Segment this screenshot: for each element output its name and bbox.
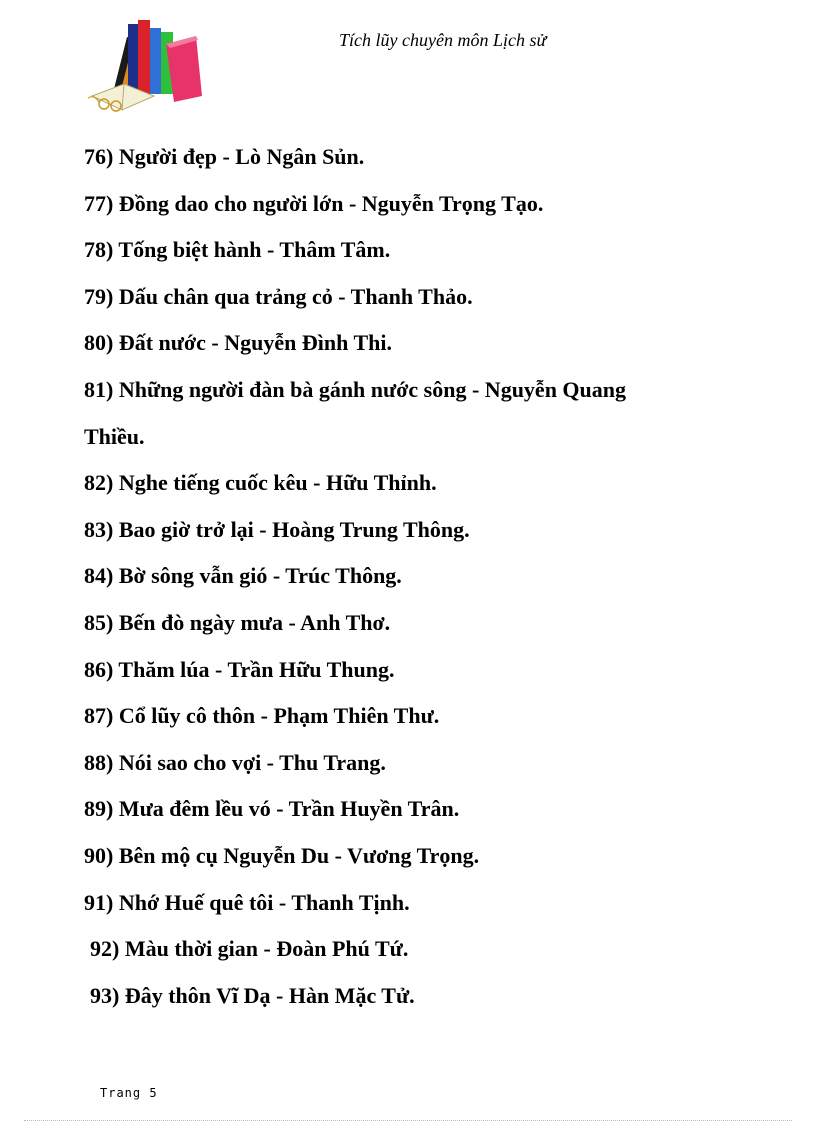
list-item: 84) Bờ sông vẫn gió - Trúc Thông.	[84, 563, 402, 589]
list-item: 76) Người đẹp - Lò Ngân Sủn.	[84, 144, 365, 169]
header-title: Tích lũy chuyên môn Lịch sử	[339, 30, 547, 50]
page-number: Trang 5	[100, 1086, 158, 1100]
list-item: 81) Những người đàn bà gánh nước sông - Nguyễn Quang	[84, 376, 627, 402]
list-item: 91) Nhớ Huế quê tôi - Thanh Tịnh.	[84, 889, 410, 915]
list-item: 82) Nghe tiếng cuốc kêu - Hữu Thỉnh.	[84, 470, 437, 496]
list-item: 83) Bao giờ trở lại - Hoàng Trung Thông.	[84, 516, 470, 542]
list-item: 92) Màu thời gian - Đoàn Phú Tứ.	[90, 936, 409, 962]
list-item-continuation: Thiều.	[84, 423, 145, 449]
list-item: 77) Đồng dao cho người lớn - Nguyễn Trọng Tạo.	[84, 190, 544, 216]
books-icon	[84, 14, 206, 114]
poem-list	[84, 140, 764, 1025]
list-item: 87) Cổ lũy cô thôn - Phạm Thiên Thư.	[84, 703, 440, 729]
footer-divider	[24, 1120, 792, 1121]
list-item: 79) Dấu chân qua trảng cỏ - Thanh Thảo.	[84, 283, 473, 309]
list-item: 85) Bến đò ngày mưa - Anh Thơ.	[84, 609, 391, 635]
list-item: 89) Mưa đêm lều vó - Trần Huyền Trân.	[84, 796, 460, 822]
list-item: 86) Thăm lúa - Trần Hữu Thung.	[84, 656, 395, 682]
list-item: 80) Đất nước - Nguyễn Đình Thi.	[84, 330, 392, 356]
list-item: 90) Bên mộ cụ Nguyễn Du - Vương Trọng.	[84, 842, 480, 868]
list-item: 88) Nói sao cho vợi - Thu Trang.	[84, 749, 386, 775]
list-item: 93) Đây thôn Vĩ Dạ - Hàn Mặc Tử.	[90, 982, 415, 1008]
list-item: 78) Tống biệt hành - Thâm Tâm.	[84, 237, 391, 263]
